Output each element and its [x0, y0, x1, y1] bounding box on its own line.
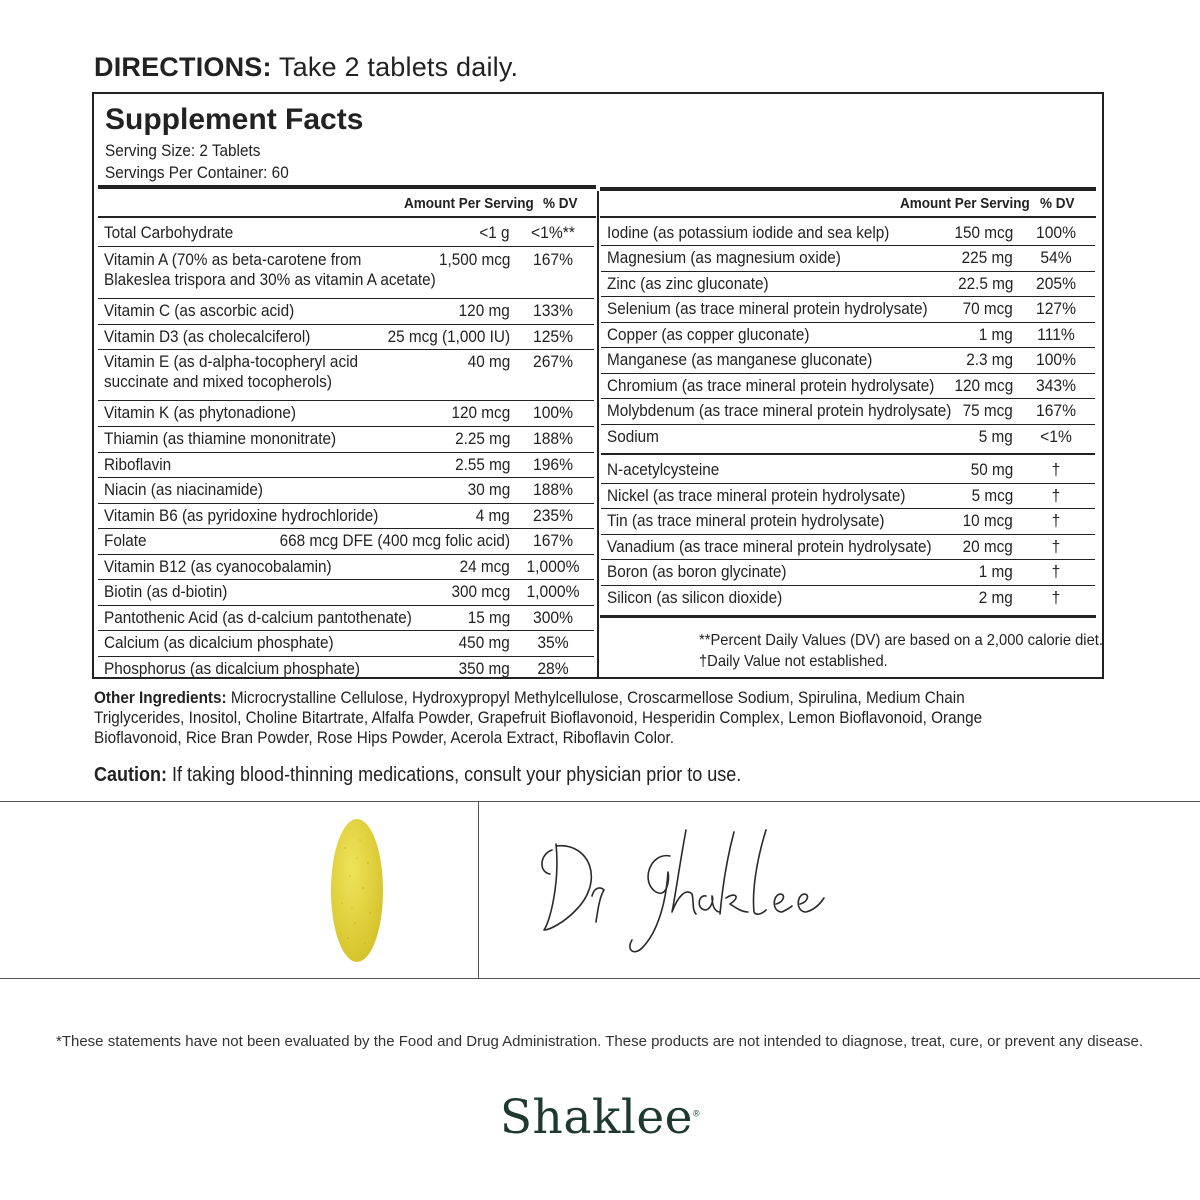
nutrient-row [98, 299, 594, 325]
nutrient-name: Riboflavin [104, 455, 172, 474]
caution-line [94, 764, 741, 787]
nutrient-row [601, 297, 1095, 323]
nutrient-name: N-acetylcysteine [607, 460, 720, 479]
nutrient-dv: 100% [532, 403, 573, 422]
nutrient-amount: 668 mcg DFE (400 mcg folic acid) [279, 531, 510, 550]
nutrient-name: Vanadium (as trace mineral protein hydrolysate) [607, 537, 932, 556]
nutrient-row [98, 580, 594, 606]
nutrient-name: Vitamin D3 (as cholecalciferol) [104, 327, 311, 346]
nutrient-dv: 127% [1035, 299, 1076, 318]
right-amount-header: Amount Per Serving [900, 195, 1030, 212]
nutrient-row [601, 323, 1095, 348]
nutrient-amount: 120 mcg [451, 403, 510, 422]
nutrient-row [601, 484, 1095, 509]
nutrient-amount: 75 mcg [962, 401, 1013, 420]
supplement-facts-panel [92, 92, 1104, 679]
nutrient-amount: 30 mg [467, 480, 510, 499]
nutrient-amount: 40 mg [467, 352, 510, 371]
directions-text: Take 2 tablets daily. [271, 52, 519, 82]
signature-image [530, 812, 850, 967]
directions-line [94, 52, 518, 83]
nutrient-amount: 120 mg [458, 301, 510, 320]
nutrient-dv: 1,000% [526, 582, 580, 601]
nutrient-row [601, 348, 1095, 374]
dv-footnote: **Percent Daily Values (DV) are based on a 2,000 calorie diet. [699, 632, 1103, 649]
caution-label: Caution: [94, 764, 167, 786]
left-subheader-rule [98, 216, 596, 218]
nutrient-dv: 35% [537, 633, 569, 652]
nutrient-row [601, 425, 1095, 455]
nutrient-name: Magnesium (as magnesium oxide) [607, 248, 841, 267]
nutrient-row [98, 606, 594, 631]
right-bottom-rule [600, 615, 1096, 618]
nutrient-name: Folate [104, 531, 147, 550]
nutrient-row [601, 272, 1095, 297]
nutrient-dv: 267% [532, 352, 573, 371]
nutrient-name: Vitamin K (as phytonadione) [104, 403, 296, 422]
nutrient-dv: 300% [532, 608, 573, 627]
nutrient-name: Iodine (as potassium iodide and sea kelp) [607, 223, 890, 242]
nutrient-row [98, 631, 594, 657]
nutrient-dv: † [1051, 537, 1061, 556]
nutrient-amount: 2.3 mg [966, 350, 1013, 369]
nutrient-row [601, 399, 1095, 425]
nutrient-row [601, 509, 1095, 535]
nutrient-name: Copper (as copper gluconate) [607, 325, 810, 344]
nutrient-amount: 22.5 mg [957, 274, 1013, 293]
nutrient-dv: 125% [532, 327, 573, 346]
nutrient-name: Silicon (as silicon dioxide) [607, 588, 783, 607]
nutrient-dv: 196% [532, 455, 573, 474]
brand-name: Shaklee [499, 1090, 693, 1145]
nutrient-amount: 70 mcg [962, 299, 1013, 318]
nutrient-dv: 167% [532, 250, 573, 269]
nutrient-dv: 100% [1035, 223, 1076, 242]
nutrient-name: Manganese (as manganese gluconate) [607, 350, 873, 369]
nutrient-name: Nickel (as trace mineral protein hydrolysate) [607, 486, 906, 505]
nutrient-amount: 20 mcg [962, 537, 1013, 556]
nutrient-name: Niacin (as niacinamide) [104, 480, 264, 499]
caution-text: If taking blood-thinning medications, consult your physician prior to use. [166, 764, 742, 786]
nutrient-name-continued: succinate and mixed tocopherols) [104, 372, 332, 391]
right-dv-header: % DV [1040, 195, 1075, 212]
serving-size: Serving Size: 2 Tablets [105, 141, 261, 160]
nutrient-row [98, 221, 594, 247]
nutrient-amount: 120 mcg [954, 376, 1013, 395]
nutrient-amount: 5 mg [978, 427, 1013, 446]
nutrient-name: Chromium (as trace mineral protein hydrolysate) [607, 376, 935, 395]
nutrient-name: Molybdenum (as trace mineral protein hydrolysate) [607, 401, 952, 420]
registered-mark: ® [693, 1108, 701, 1119]
nutrient-amount: 24 mcg [459, 557, 510, 576]
left-dv-header: % DV [543, 195, 578, 212]
nutrient-name-continued: Blakeslea trispora and 30% as vitamin A acetate) [104, 270, 436, 289]
nutrient-amount: 4 mg [475, 506, 510, 525]
nutrient-amount: 225 mg [961, 248, 1013, 267]
nutrient-dv: 167% [532, 531, 573, 550]
nutrient-row [98, 350, 594, 401]
other-ingredients [94, 688, 1048, 748]
nutrient-dv: <1% [1040, 427, 1072, 446]
nutrient-dv: <1%** [531, 223, 575, 242]
nutrient-name: Total Carbohydrate [104, 223, 234, 242]
nutrient-row [98, 504, 594, 529]
nutrient-dv: 188% [532, 480, 573, 499]
nutrient-amount: 1 mg [978, 562, 1013, 581]
nutrient-name: Vitamin E (as d-alpha-tocopheryl acid [104, 352, 358, 371]
nutrient-row [601, 246, 1095, 272]
nutrient-name: Vitamin B12 (as cyanocobalamin) [104, 557, 332, 576]
nutrient-dv: † [1051, 588, 1061, 607]
nutrient-name: Tin (as trace mineral protein hydrolysate) [607, 511, 885, 530]
nutrient-name: Sodium [607, 427, 659, 446]
nutrient-row [98, 325, 594, 350]
bottom-divider [0, 978, 1200, 979]
nutrient-row [98, 555, 594, 580]
nutrient-dv: † [1051, 486, 1061, 505]
nutrient-row [98, 657, 594, 679]
nutrient-dv: † [1051, 460, 1061, 479]
nutrient-dv: 188% [532, 429, 573, 448]
nutrient-amount: 150 mcg [954, 223, 1013, 242]
column-divider [597, 191, 599, 677]
nutrient-name: Calcium (as dicalcium phosphate) [104, 633, 334, 652]
nutrient-amount: 450 mg [458, 633, 510, 652]
nutrient-dv: † [1051, 511, 1061, 530]
right-header-rule [600, 187, 1096, 191]
right-subheader-rule [600, 216, 1096, 218]
servings-per-container: Servings Per Container: 60 [105, 163, 289, 182]
nutrient-amount: 1 mg [978, 325, 1013, 344]
nutrient-dv: 343% [1035, 376, 1076, 395]
nutrient-amount: 2 mg [978, 588, 1013, 607]
shaklee-logo [0, 1090, 1200, 1145]
nutrient-name: Vitamin A (70% as beta-carotene from [104, 250, 362, 269]
nutrient-amount: 25 mcg (1,000 IU) [387, 327, 510, 346]
nutrient-amount: 15 mg [467, 608, 510, 627]
nutrient-amount: 50 mg [970, 460, 1013, 479]
nutrient-dv: 235% [532, 506, 573, 525]
nutrient-amount: 350 mg [458, 659, 510, 678]
nutrient-name: Pantothenic Acid (as d-calcium pantothenate) [104, 608, 412, 627]
facts-title: Supplement Facts [105, 103, 364, 136]
middle-divider [478, 801, 479, 979]
nutrient-name: Thiamin (as thiamine mononitrate) [104, 429, 337, 448]
nutrient-name: Boron (as boron glycinate) [607, 562, 787, 581]
nutrient-dv: 167% [1035, 401, 1076, 420]
other-ingredients-text: Microcrystalline Cellulose, Hydroxypropyl Methylcellulose, Croscarmellose Sodium, Spirulina, Medium Chain Triglycerides, Inositol, Choline Bitartrate, Alfalfa Powder, Grapefruit Bioflavonoid, Hesperidin Complex, Lemon Bioflavonoid, Orange Bioflavonoid, Rice Bran Powder, Rose Hips Powder, Acerola Extract, Riboflavin Color. [94, 688, 983, 747]
nutrient-row [98, 248, 594, 299]
nutrient-row [98, 453, 594, 478]
nutrient-row [98, 427, 594, 453]
nutrient-name: Zinc (as zinc gluconate) [607, 274, 769, 293]
nutrient-row [601, 221, 1095, 246]
nutrient-dv: 28% [537, 659, 569, 678]
nutrient-dv: 54% [1040, 248, 1072, 267]
nutrient-row [601, 535, 1095, 560]
nutrient-row [98, 478, 594, 504]
nutrient-dv: 1,000% [526, 557, 580, 576]
nutrient-row [98, 529, 594, 555]
nutrient-amount: 10 mcg [962, 511, 1013, 530]
nutrient-dv: † [1051, 562, 1061, 581]
nutrient-row [98, 401, 594, 427]
left-header-rule [98, 185, 596, 189]
nutrient-row [601, 586, 1095, 610]
not-established-footnote: †Daily Value not established. [699, 653, 888, 670]
nutrient-name: Selenium (as trace mineral protein hydrolysate) [607, 299, 928, 318]
nutrient-name: Vitamin C (as ascorbic acid) [104, 301, 295, 320]
nutrient-dv: 111% [1037, 325, 1075, 344]
nutrient-amount: 5 mcg [971, 486, 1013, 505]
nutrient-row [601, 560, 1095, 586]
nutrient-amount: 1,500 mcg [438, 250, 510, 269]
directions-label: DIRECTIONS: [94, 52, 272, 82]
other-ingredients-label: Other Ingredients: [94, 688, 227, 707]
nutrient-name: Vitamin B6 (as pyridoxine hydrochloride) [104, 506, 379, 525]
nutrient-amount: 2.55 mg [454, 455, 510, 474]
fda-disclaimer: *These statements have not been evaluated by the Food and Drug Administration. These products are not intended to diagnose, treat, cure, or prevent any disease. [56, 1033, 1144, 1050]
tablet-image [330, 818, 384, 963]
top-divider [0, 801, 1200, 802]
nutrient-amount: 2.25 mg [454, 429, 510, 448]
nutrient-name: Phosphorus (as dicalcium phosphate) [104, 659, 360, 678]
nutrient-dv: 205% [1035, 274, 1076, 293]
nutrient-row [601, 374, 1095, 399]
left-amount-header: Amount Per Serving [404, 195, 534, 212]
nutrient-dv: 100% [1035, 350, 1076, 369]
nutrient-amount: <1 g [479, 223, 510, 242]
nutrient-amount: 300 mcg [451, 582, 510, 601]
nutrient-name: Biotin (as d-biotin) [104, 582, 228, 601]
nutrient-dv: 133% [532, 301, 573, 320]
nutrient-row [601, 458, 1095, 484]
